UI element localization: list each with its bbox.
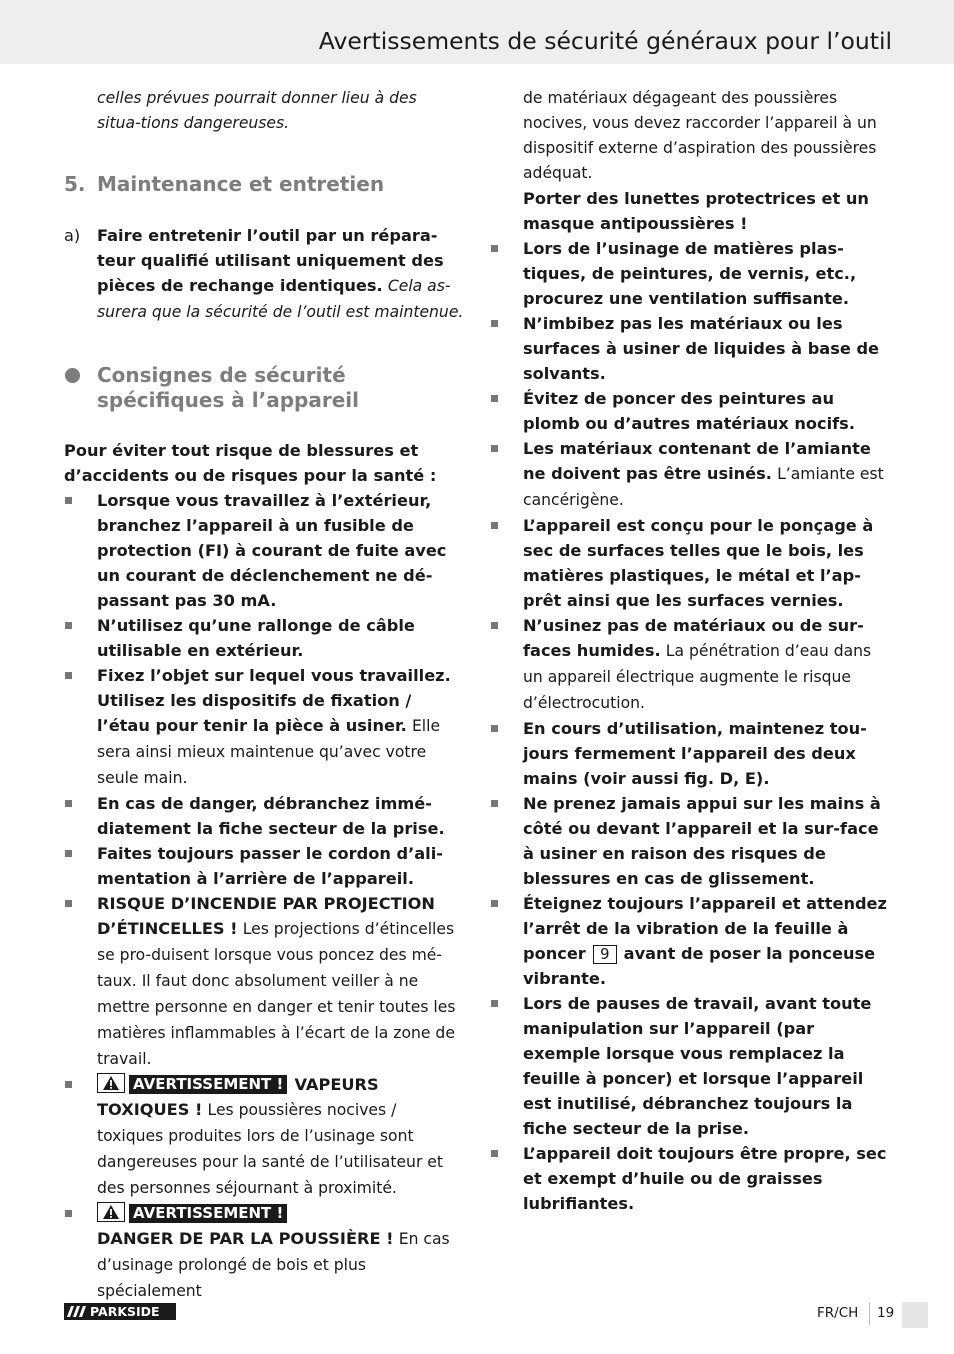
list-item [490,513,890,613]
bullet-bold-text: Fixez l’objet sur lequel vous travaillez. Utilisez les dispositifs de fixation / l’étau pour tenir la pièce à usiner. [97,666,451,735]
bullet-bold-text: N’imbibez pas les matériaux ou les surfaces à usiner de liquides à base de solvants. [523,314,880,383]
logo-stripes-icon [64,1303,90,1320]
item-text [97,223,464,325]
warning-light-text: Les poussières nocives / toxiques produites lors de l’usinage sont dangereuses pour la santé de l’utilisateur et des personnes séjournant à proximité. [97,1101,444,1197]
square-bullet-icon [65,850,72,857]
list-item [64,613,464,663]
section-number: 5. [64,172,86,196]
warning-triangle-icon [97,1202,125,1222]
language-code: FR/CH [817,1305,859,1321]
item-italic-text: Cela as-surera que la sécurité de l’outil est maintenue. [97,277,464,321]
square-bullet-icon [491,900,498,907]
bullet-bold-text: En cas de danger, débranchez immé-diatement la fiche secteur de la prise. [97,794,445,838]
intro-text: Pour éviter tout risque de blessures et d’accidents ou de risques pour la santé : [64,441,437,485]
bullet-bold-text: Évitez de poncer des peintures au plomb ou d’autres matériaux nocifs. [523,389,855,433]
bullet-light-text: La pénétration d’eau dans un appareil électrique augmente le risque d’électrocution. [523,642,872,712]
list-item-a [64,223,464,325]
bullet-bold-text: L’appareil est conçu pour le ponçage à sec de surfaces telles que le bois, les matières plastiques, le métal et l’ap-prêt ainsi que les surfaces vernies. [523,516,874,610]
bullet-bold-text: En cours d’utilisation, maintenez tou-jours fermement l’appareil des deux mains (voir aussi fig. D, E). [523,719,867,788]
footer-divider [869,1303,870,1325]
brand-logo [64,1303,176,1320]
square-bullet-icon [491,522,498,529]
square-bullet-icon [65,800,72,807]
square-bullet-icon [491,395,498,402]
item-label: a) [64,226,81,245]
part-reference-number: 9 [593,945,617,964]
bullet-list-right [490,236,890,1216]
bullet-light-text: Les projections d’étincelles se pro-duisent lorsque vous poncez des mé-taux. Il faut donc absolument veiller à ne mettre personne en danger et tenir toutes les matières inflammables à l’écart de la zone de travail. [97,920,456,1068]
section-title: Consignes de sécurité spécifiques à l’appareil [97,363,359,412]
square-bullet-icon [491,725,498,732]
section-heading-maintenance [64,172,464,197]
bullet-bold-text: Lorsque vous travaillez à l’extérieur, branchez l’appareil à un fusible de protection (FI) à courant de fuite avec un courant de déclenchement ne dé-passant pas 30 mA. [97,491,447,610]
warning-triangle-icon [97,1073,125,1093]
continuation-text: celles prévues pourrait donner lieu à des situa-tions dangereuses. [97,89,417,132]
square-bullet-icon [491,800,498,807]
bullet-bold-text: Éteignez toujours l’appareil et attendez l’arrêt de la vibration de la feuille à poncer [523,894,887,963]
continuation-bold-text: Porter des lunettes protectrices et un masque antipoussières ! [523,189,869,233]
list-item [490,716,890,791]
section-title: Maintenance et entretien [97,172,385,196]
list-item [490,436,890,513]
bullet-bold-text: Lors de pauses de travail, avant toute manipulation sur l’appareil (par exemple lorsque vous remplacez la feuille à poncer) et lorsque l’appareil est inutilisé, débranchez toujours la fiche secteur de la prise. [523,994,872,1138]
item-bold-text: Faire entretenir l’outil par un répara-teur qualifié utilisant uniquement des pièces de rechange identiques. [97,226,444,295]
list-item [490,891,890,991]
square-bullet-icon [65,672,72,679]
left-column [64,86,464,1304]
bullet-bold-text: RISQUE D’INCENDIE PAR PROJECTION D’ÉTINCELLES ! [97,894,435,938]
list-item [490,991,890,1141]
list-item [64,891,464,1072]
footer-corner-box [902,1302,928,1328]
list-item [490,311,890,386]
list-item [64,663,464,791]
bullet-bold-text: N’utilisez qu’une rallonge de câble utilisable en extérieur. [97,616,415,660]
bullet-bold-text: Faites toujours passer le cordon d’ali-mentation à l’arrière de l’appareil. [97,844,443,888]
list-item [64,841,464,891]
bullet-bold-text: avant de poser la ponceuse vibrante. [523,944,876,988]
bullet-bold-text: L’appareil doit toujours être propre, sec et exempt d’huile ou de graisses lubrifiantes. [523,1144,887,1213]
square-bullet-icon [65,1081,72,1088]
warning-badge: AVERTISSEMENT ! [129,1204,287,1223]
list-item [490,386,890,436]
square-bullet-icon [65,900,72,907]
warning-light-text: En cas d’usinage prolongé de bois et plus spécialement [97,1230,450,1300]
square-bullet-icon [491,1000,498,1007]
square-bullet-icon [491,245,498,252]
square-bullet-icon [65,622,72,629]
warning-item-vapeurs [64,1072,464,1201]
bullet-bold-text: Les matériaux contenant de l’amiante ne doivent pas être usinés. [523,439,871,483]
square-bullet-icon [491,445,498,452]
list-item [490,791,890,891]
square-bullet-icon [65,497,72,504]
page-title: Avertissements de sécurité généraux pour l’outil [318,27,892,55]
square-bullet-icon [491,320,498,327]
bullet-list-left [64,488,464,1304]
bullet-light-text: L’amiante est cancérigène. [523,465,884,509]
list-item [64,791,464,841]
square-bullet-icon [491,1150,498,1157]
list-item [64,488,464,613]
list-item [490,1141,890,1216]
right-column [490,86,890,1216]
list-item [490,236,890,311]
warning-badge: AVERTISSEMENT ! [129,1075,287,1094]
continuation-text: de matériaux dégageant des poussières nocives, vous devez raccorder l’appareil à un dispositif externe d’aspiration des poussières adéquat. [523,89,877,182]
section-heading-consignes [64,363,464,413]
bullet-light-text: Elle sera ainsi mieux maintenue qu’avec votre seule main. [97,717,441,787]
bullet-dot-icon [64,363,97,413]
list-item [490,613,890,716]
warning-item-poussiere [64,1201,464,1304]
warning-bold-text: VAPEURS TOXIQUES ! [97,1075,379,1119]
logo-text: PARKSIDE [90,1304,160,1319]
page-number: 19 [877,1305,895,1321]
bullet-bold-text: N’usinez pas de matériaux ou de sur-faces humides. [523,616,864,660]
warning-bold-text: DANGER DE PAR LA POUSSIÈRE ! [97,1229,394,1248]
bullet-bold-text: Ne prenez jamais appui sur les mains à côté ou devant l’appareil et la sur-face à usiner en raison des risques de blessures en cas de glissement. [523,794,881,888]
square-bullet-icon [65,1210,72,1217]
bullet-bold-text: Lors de l’usinage de matières plas-tiques, de peintures, de vernis, etc., procurez une ventilation suffisante. [523,239,857,308]
square-bullet-icon [491,622,498,629]
